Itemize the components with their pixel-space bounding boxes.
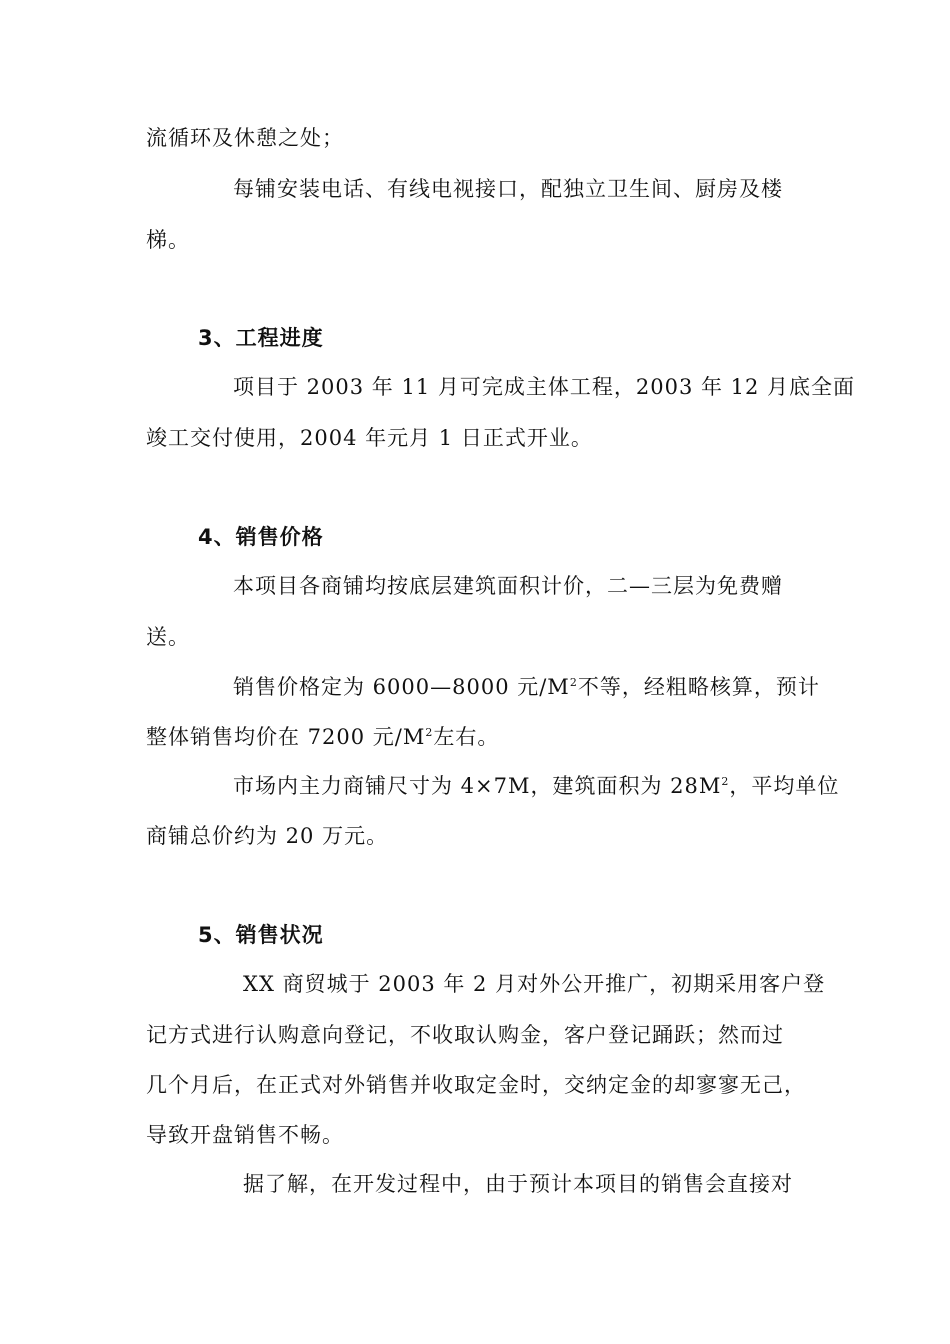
paragraph-line: 竣工交付使用，2004 年元月 1 日正式开业。	[146, 426, 593, 450]
superscript: 2	[721, 775, 730, 788]
paragraph-line	[233, 771, 840, 801]
superscript: 2	[569, 676, 578, 689]
paragraph-line: 送。	[146, 625, 190, 649]
superscript: 2	[425, 726, 434, 739]
paragraph-line	[233, 672, 826, 702]
paragraph-line: 梯。	[146, 228, 190, 252]
text-run: 整体销售均价在 7200 元/M	[146, 725, 426, 749]
text-run: 市场内主力商铺尺寸为 4×7M，建筑面积为 28M	[233, 774, 722, 798]
section-heading-4: 4、销售价格	[198, 525, 324, 549]
paragraph-line: 几个月后，在正式对外销售并收取定金时，交纳定金的却寥寥无己，	[146, 1073, 806, 1097]
section-heading-5: 5、销售状况	[198, 923, 324, 947]
paragraph-line	[146, 722, 826, 752]
section-heading-3: 3、工程进度	[198, 326, 324, 350]
paragraph-line: 每铺安装电话、有线电视接口，配独立卫生间、厨房及楼	[233, 177, 783, 201]
paragraph-line: XX 商贸城于 2003 年 2 月对外公开推广，初期采用客户登	[243, 972, 826, 996]
paragraph-line: 据了解，在开发过程中，由于预计本项目的销售会直接对	[243, 1172, 793, 1196]
paragraph-line: 商铺总价约为 20 万元。	[146, 824, 389, 848]
paragraph-line: 本项目各商铺均按底层建筑面积计价，二—三层为免费赠	[233, 574, 783, 598]
paragraph-line: 导致开盘销售不畅。	[146, 1123, 344, 1147]
text-run: 左右。	[433, 725, 500, 749]
paragraph-line: 项目于 2003 年 11 月可完成主体工程，2003 年 12 月底全面	[233, 375, 856, 399]
paragraph-line: 记方式进行认购意向登记，不收取认购金，客户登记踊跃；然而过	[146, 1023, 784, 1047]
text-run: ，平均单位	[729, 774, 840, 798]
text-run: 销售价格定为 6000—8000 元/M	[233, 675, 570, 699]
paragraph-line: 流循环及休憩之处；	[146, 126, 344, 150]
text-run: 不等，经粗略核算，预计	[577, 675, 820, 699]
